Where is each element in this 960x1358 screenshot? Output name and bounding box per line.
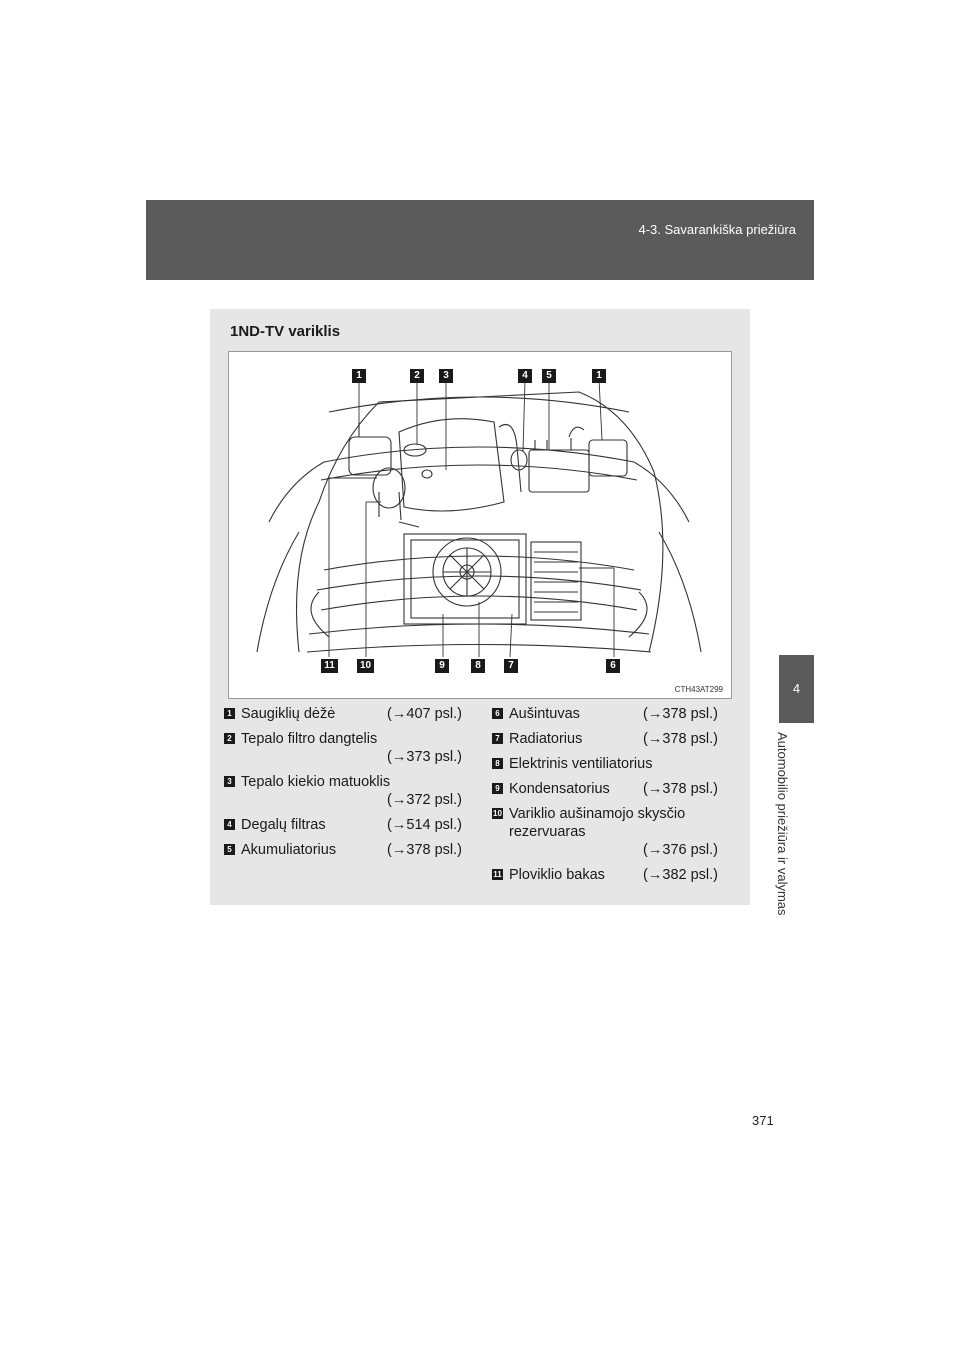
legend-item — [492, 780, 718, 798]
engine-compartment-figure — [228, 351, 732, 699]
legend-label: Kondensatorius — [509, 781, 610, 797]
legend-item — [492, 805, 718, 859]
chapter-title — [775, 732, 808, 952]
legend-item — [224, 816, 462, 834]
legend-label: Degalų filtras — [241, 817, 326, 833]
legend-number: 5 — [224, 844, 235, 855]
legend-label: Akumuliatorius — [241, 842, 337, 858]
legend-label: Saugiklių dėžė — [241, 706, 336, 722]
section-title: 4-3. Savarankiška priežiūra — [638, 222, 796, 237]
legend-ref: (→514 psl.) — [387, 817, 462, 833]
legend-ref: (→378 psl.) — [643, 731, 718, 747]
legend-item — [224, 841, 462, 859]
legend-label: Radiatorius — [509, 731, 583, 747]
legend-right — [492, 705, 718, 891]
chapter-title-text: Automobilio priežiūra ir valymas — [775, 732, 790, 916]
legend-number: 10 — [493, 809, 502, 818]
legend-item — [492, 866, 718, 884]
legend-number: 3 — [224, 776, 235, 787]
legend-number: 1 — [224, 708, 235, 719]
legend-ref: (→372 psl.) — [387, 792, 462, 808]
legend-label: Ploviklio bakas — [509, 867, 605, 883]
callout-bottom-5: 6 — [606, 659, 620, 673]
legend-number: 8 — [492, 758, 503, 769]
legend-item — [224, 705, 462, 723]
callout-top-2: 3 — [439, 369, 453, 383]
legend-number: 2 — [224, 733, 235, 744]
legend-number: 11 — [493, 870, 502, 879]
legend-number: 9 — [492, 783, 503, 794]
callout-bottom-4: 7 — [504, 659, 518, 673]
legend-item — [492, 705, 718, 723]
callout-bottom-1: 10 — [357, 659, 374, 673]
engine-panel — [210, 309, 750, 905]
chapter-tab: 4 — [779, 655, 814, 723]
callout-top-3: 4 — [518, 369, 532, 383]
page-number: 371 — [752, 1113, 774, 1128]
legend-item — [224, 773, 462, 809]
engine-illustration — [229, 352, 731, 698]
legend-ref: (→373 psl.) — [387, 749, 462, 765]
legend-label: Tepalo kiekio matuoklis — [241, 774, 391, 790]
callout-top-5: 1 — [592, 369, 606, 383]
legend-label: Elektrinis ventiliatorius — [509, 756, 653, 772]
legend-ref: (→378 psl.) — [643, 706, 718, 722]
legend-label: Tepalo filtro dangtelis — [241, 731, 378, 747]
callout-bottom-2: 9 — [435, 659, 449, 673]
callout-bottom-3: 8 — [471, 659, 485, 673]
legend-ref: (→407 psl.) — [387, 706, 462, 722]
callout-top-4: 5 — [542, 369, 556, 383]
panel-title: 1ND-TV variklis — [230, 323, 341, 340]
legend-ref: (→378 psl.) — [387, 842, 462, 858]
legend-left — [224, 705, 462, 866]
legend-ref: (→378 psl.) — [643, 781, 718, 797]
legend-ref: (→382 psl.) — [643, 867, 718, 883]
callout-top-1: 2 — [410, 369, 424, 383]
legend-label: Aušintuvas — [509, 706, 580, 722]
legend-number: 7 — [492, 733, 503, 744]
legend-ref: (→376 psl.) — [643, 842, 718, 858]
callout-bottom-0: 11 — [321, 659, 338, 673]
legend-item — [492, 755, 718, 773]
legend-number: 4 — [224, 819, 235, 830]
legend-label: Variklio aušinamojo skysčio rezervuaras — [509, 806, 686, 840]
callout-top-0: 1 — [352, 369, 366, 383]
legend-item — [224, 730, 462, 766]
section-header — [146, 200, 814, 280]
figure-code: CTH43AT299 — [674, 685, 723, 694]
legend-number: 6 — [492, 708, 503, 719]
legend-item — [492, 730, 718, 748]
